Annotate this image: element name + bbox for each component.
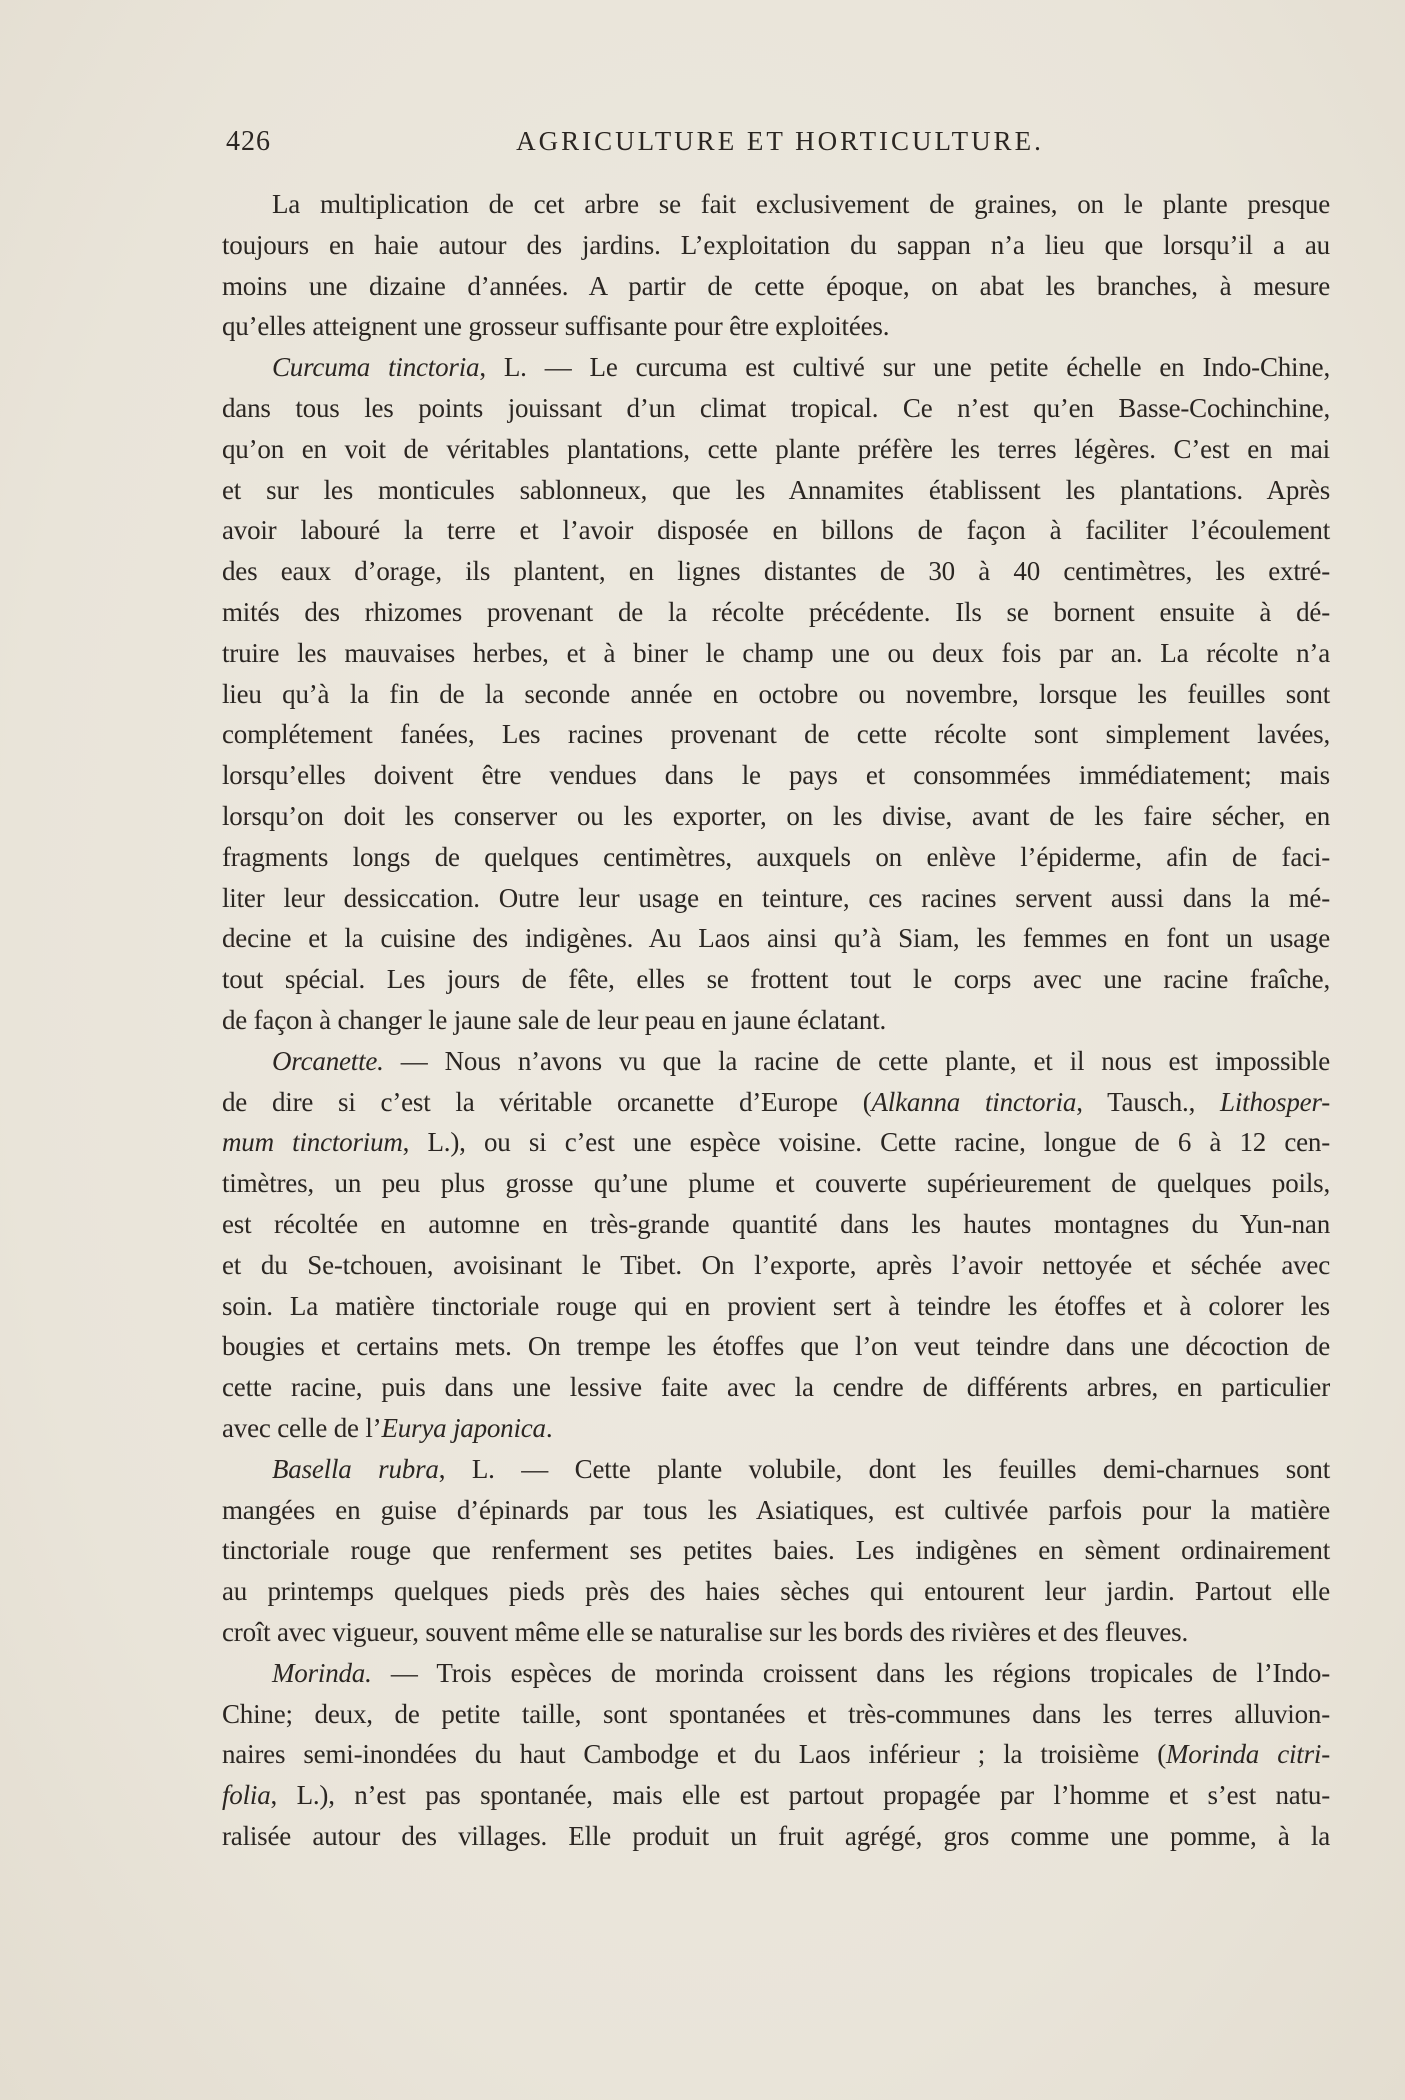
text-line (222, 429, 1330, 470)
text-segment: fragments longs de quelques centimètres, auxquels on enlève l’épiderme, afin de faci- (222, 841, 1330, 872)
text-segment: decine et la cuisine des indigènes. Au Laos ainsi qu’à Siam, les femmes en font un usage (222, 923, 1330, 954)
text-segment: Chine; deux, de petite taille, sont spontanées et très-communes dans les terres alluvion- (222, 1698, 1330, 1729)
text-line (222, 1163, 1330, 1204)
text-segment: lorsqu’on doit les conserver ou les exporter, on les divise, avant de les faire sécher, en (222, 801, 1330, 831)
text-segment: cette racine, puis dans une lessive faite avec la cendre de différents arbres, en particulier (222, 1372, 1330, 1403)
text-line (222, 1122, 1330, 1163)
text-segment: tinctoriale rouge que renferment ses petites baies. Les indigènes en sèment ordinairement (222, 1535, 1330, 1566)
text-segment: , L.), n’est pas spontanée, mais elle est partout propagée par l’homme et s’est natu- (270, 1780, 1330, 1811)
text-line (222, 1245, 1330, 1286)
italic-segment: Eurya japonica (381, 1413, 546, 1443)
text-segment: avec celle de l’ (222, 1413, 382, 1443)
text-segment: au printemps quelques pieds près des haies sèches qui entourent leur jardin. Partout elle (222, 1576, 1330, 1607)
text-line (222, 837, 1330, 878)
text-segment: liter leur dessiccation. Outre leur usage en teinture, ces racines servent aussi dans la mé- (222, 882, 1330, 913)
text-line (222, 1286, 1330, 1327)
text-segment: — Nous n’avons vu que la racine de cette plante, et il nous est impossible (383, 1045, 1330, 1076)
text-line (222, 1408, 1330, 1449)
text-segment: , Tausch., (1076, 1086, 1221, 1117)
text-line (222, 1204, 1330, 1245)
text-line (272, 347, 1330, 388)
text-segment: dans tous les points jouissant d’un climat tropical. Ce n’est qu’en Basse-Cochinchine, (222, 393, 1330, 423)
text-line (222, 510, 1330, 551)
italic-segment: Curcuma tinctoria (272, 352, 480, 383)
text-line (222, 1490, 1330, 1531)
text-segment: , L. — Le curcuma est cultivé sur une petite échelle en Indo-Chine, (479, 352, 1330, 383)
text-line (222, 1000, 1330, 1041)
italic-segment: Alkanna tinctoria (871, 1086, 1077, 1117)
page-number: 426 (226, 126, 271, 157)
text-line (222, 918, 1330, 959)
text-segment: des eaux d’orage, ils plantent, en lignes distantes de 30 à 40 centimètres, les extré- (222, 556, 1330, 587)
italic-segment: Morinda. (272, 1657, 372, 1688)
text-segment: mités des rhizomes provenant de la récolte précédente. Ils se bornent ensuite à dé- (222, 597, 1330, 627)
text-segment: est récoltée en automne en très-grande quantité dans les hautes montagnes du Yun-nan (222, 1209, 1330, 1239)
text-segment: avoir labouré la terre et l’avoir disposée en billons de façon à faciliter l’écoulement (222, 515, 1330, 546)
text-line (222, 1816, 1330, 1857)
text-segment: qu’elles atteignent une grosseur suffisante pour être exploitées. (222, 311, 890, 342)
text-line (222, 1530, 1330, 1571)
text-segment: La multiplication de cet arbre se fait exclusivement de graines, on le plante presque (272, 189, 1330, 219)
text-segment: bougies et certains mets. On trempe les étoffes que l’on veut teindre dans une décoction de (222, 1331, 1330, 1362)
text-segment: mangées en guise d’épinards par tous les Asiatiques, est cultivée parfois pour la matière (222, 1494, 1330, 1525)
text-line (222, 714, 1330, 755)
text-line (272, 184, 1330, 225)
text-segment: complétement fanées, Les racines provenant de cette récolte sont simplement lavées, (222, 719, 1330, 750)
text-segment: truire les mauvaises herbes, et à biner le champ une ou deux fois par an. La récolte n’a (222, 637, 1330, 668)
text-line (222, 1082, 1330, 1123)
text-segment: de façon à changer le jaune sale de leur peau en jaune éclatant. (222, 1005, 887, 1035)
text-segment: — Trois espèces de morinda croissent dans les régions tropicales de l’Indo- (371, 1657, 1330, 1688)
running-title: AGRICULTURE ET HORTICULTURE. (516, 126, 1044, 156)
italic-segment: Basella rubra (272, 1453, 439, 1484)
text-line (222, 878, 1330, 919)
text-line (222, 1694, 1330, 1735)
text-line (222, 388, 1330, 429)
italic-segment: folia (222, 1780, 271, 1811)
text-segment: et sur les monticules sablonneux, que les Annamites établissent les plantations. Après (222, 474, 1330, 505)
text-line (222, 796, 1330, 837)
italic-segment: Lithosper- (1220, 1086, 1330, 1117)
text-line (222, 1571, 1330, 1612)
text-segment: . (545, 1413, 553, 1443)
text-line (222, 470, 1330, 511)
text-segment: lorsqu’elles doivent être vendues dans le pays et consommées immédiatement; mais (222, 760, 1330, 791)
text-line (222, 1775, 1330, 1816)
text-segment: , L.), ou si c’est une espèce voisine. Cette racine, longue de 6 à 12 cen- (402, 1127, 1330, 1158)
text-line (222, 266, 1330, 307)
text-line (222, 633, 1330, 674)
text-segment: soin. La matière tinctoriale rouge qui en provient sert à teindre les étoffes et à colorer les (222, 1290, 1330, 1321)
text-segment: timètres, un peu plus grosse qu’une plume et couverte supérieurement de quelques poils, (222, 1168, 1330, 1199)
text-line (222, 959, 1330, 1000)
text-segment: toujours en haie autour des jardins. L’exploitation du sappan n’a lieu que lorsqu’il a au (222, 229, 1330, 260)
text-line (272, 1653, 1330, 1694)
text-line (222, 225, 1330, 266)
text-line (222, 1612, 1330, 1653)
text-line (222, 674, 1330, 715)
italic-segment: mum tinctorium (222, 1127, 403, 1158)
text-line (222, 1734, 1330, 1775)
text-line (222, 592, 1330, 633)
text-segment: lieu qu’à la fin de la seconde année en octobre ou novembre, lorsque les feuilles sont (222, 678, 1330, 709)
text-line (222, 1326, 1330, 1367)
text-segment: et du Se-tchouen, avoisinant le Tibet. On l’exporte, après l’avoir nettoyée et séchée avec (222, 1249, 1330, 1280)
text-line (222, 755, 1330, 796)
text-segment: qu’on en voit de véritables plantations, cette plante préfère les terres légères. C’est en mai (222, 433, 1330, 464)
text-line (222, 306, 1330, 347)
text-segment: moins une dizaine d’années. A partir de cette époque, on abat les branches, à mesure (222, 270, 1330, 301)
italic-segment: Morinda citri- (1166, 1739, 1330, 1770)
text-line (222, 1367, 1330, 1408)
text-segment: croît avec vigueur, souvent même elle se naturalise sur les bords des rivières et des fleuves. (222, 1617, 1189, 1647)
text-segment: , L. — Cette plante volubile, dont les feuilles demi-charnues sont (438, 1453, 1330, 1484)
text-line (222, 551, 1330, 592)
italic-segment: Orcanette. (272, 1045, 384, 1076)
text-segment: tout spécial. Les jours de fête, elles se frottent tout le corps avec une racine fraîche, (222, 964, 1330, 995)
text-segment: de dire si c’est la véritable orcanette d’Europe ( (222, 1086, 872, 1117)
text-line (272, 1041, 1330, 1082)
text-line (272, 1449, 1330, 1490)
text-segment: naires semi-inondées du haut Cambodge et du Laos inférieur ; la troisième ( (222, 1739, 1166, 1770)
text-segment: ralisée autour des villages. Elle produit un fruit agrégé, gros comme une pomme, à la (222, 1821, 1330, 1851)
